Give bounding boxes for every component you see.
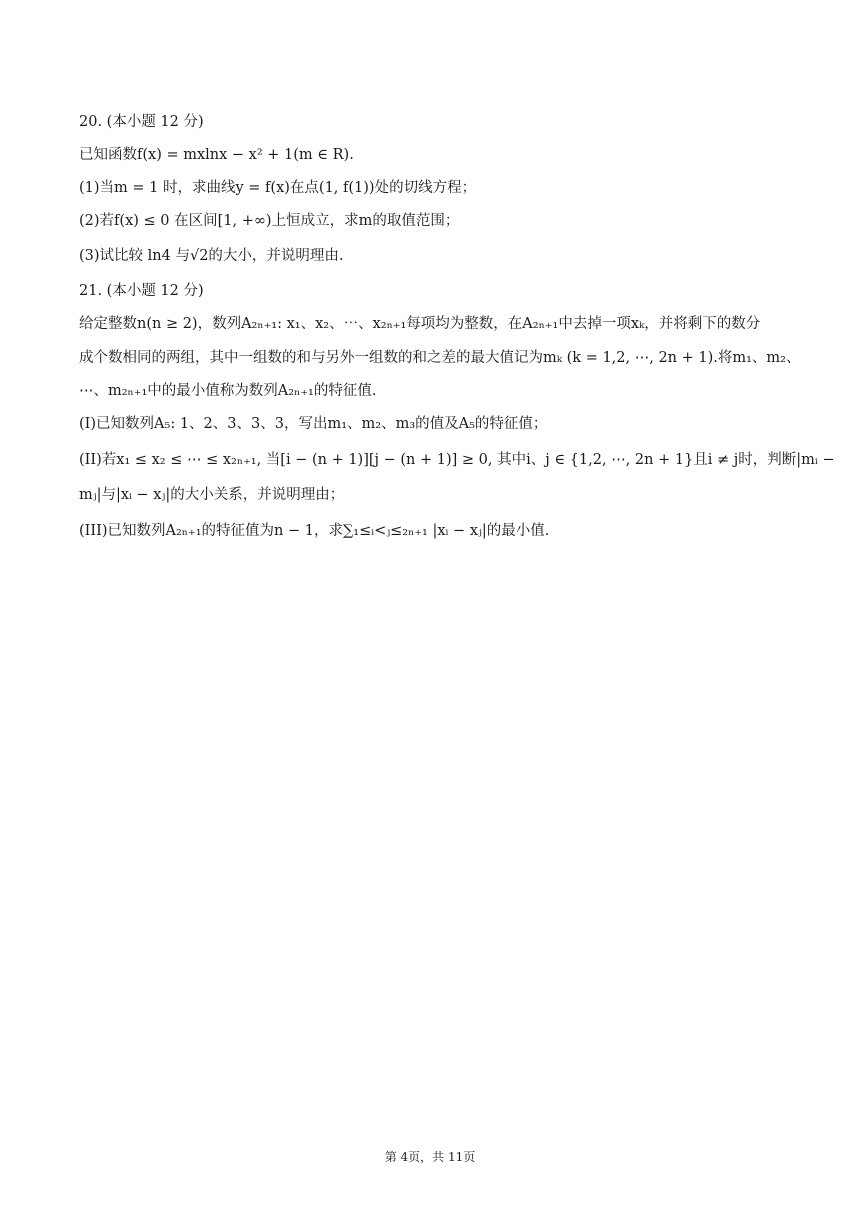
q21-part1: (I)已知数列A₅: 1、2、3、3、3，写出m₁、m₂、m₃的值及A₅的特征值； bbox=[79, 416, 548, 432]
q20-part1: (1)当m = 1 时，求曲线y = f(x)在点(1, f(1))处的切线方程； bbox=[79, 180, 477, 196]
q21-header: 21. (本小题 12 分) bbox=[79, 283, 204, 299]
q20-header: 20. (本小题 12 分) bbox=[79, 114, 204, 130]
q21-stem-line3: ⋯、m₂ₙ₊₁中的最小值称为数列A₂ₙ₊₁的特征值. bbox=[79, 383, 377, 399]
q21-stem-line1: 给定整数n(n ≥ 2)，数列A₂ₙ₊₁: x₁、x₂、⋯、x₂ₙ₊₁每项均为整数，在A₂ₙ₊₁中去掉一项xₖ，并将剩下的数分 bbox=[79, 316, 761, 332]
q20-part3: (3)试比较 ln4 与√2的大小，并说明理由. bbox=[79, 248, 344, 264]
q20-part2: (2)若f(x) ≤ 0 在区间[1, +∞)上恒成立，求m的取值范围； bbox=[79, 213, 460, 229]
q21-part3: (III)已知数列A₂ₙ₊₁的特征值为n − 1，求∑₁≤ᵢ<ⱼ≤₂ₙ₊₁ |xᵢ − xⱼ|的最小值. bbox=[79, 523, 550, 539]
page-footer: 第 4页，共 11页 bbox=[384, 1150, 476, 1164]
q20-stem: 已知函数f(x) = mxlnx − x² + 1(m ∈ R). bbox=[79, 147, 354, 163]
q21-stem-line2: 成个数相同的两组，其中一组数的和与另外一组数的和之差的最大值记为mₖ (k = 1,2, ⋯, 2n + 1).将m₁、m₂、 bbox=[79, 350, 801, 366]
q21-part2-line1: (II)若x₁ ≤ x₂ ≤ ⋯ ≤ x₂ₙ₊₁, 当[i − (n + 1)][j − (n + 1)] ≥ 0, 其中i、j ∈ {1,2, ⋯, 2n + 1}且i ≠ j时，判断|mᵢ − bbox=[79, 452, 835, 468]
q21-part2-line2: mⱼ|与|xᵢ − xⱼ|的大小关系，并说明理由； bbox=[79, 487, 345, 503]
